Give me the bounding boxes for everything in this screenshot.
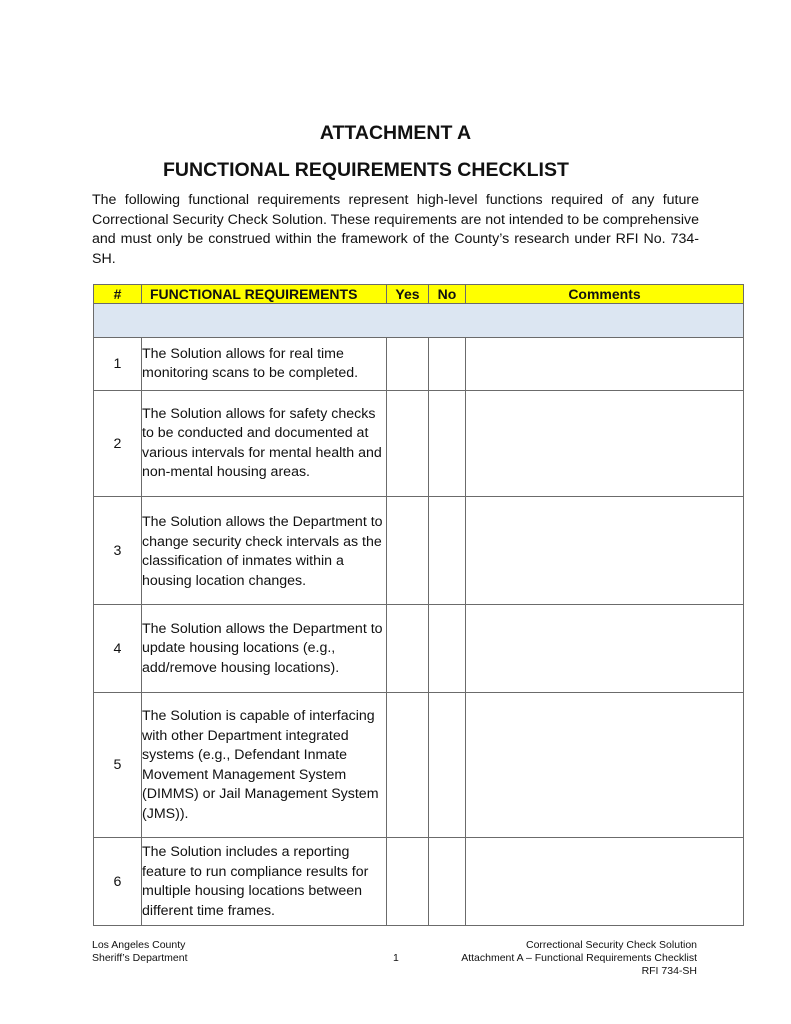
row-yes-cell[interactable] [387,838,429,926]
row-comments-cell[interactable] [466,693,744,838]
row-no-cell[interactable] [429,497,466,605]
row-requirement: The Solution is capable of interfacing with other Department integrated systems (e.g., Defendant Inmate Movement Management System (DIMMS) or Jail Management System (JMS)). [142,693,387,838]
table-header-row [94,285,744,304]
row-yes-cell[interactable] [387,391,429,497]
row-requirement: The Solution allows for real time monitoring scans to be completed. [142,338,387,391]
requirements-table [93,284,744,926]
row-yes-cell[interactable] [387,605,429,693]
row-requirement: The Solution includes a reporting feature to run compliance results for multiple housing locations between different time frames. [142,838,387,926]
row-no-cell[interactable] [429,338,466,391]
section-row [94,304,744,338]
footer-left [92,939,188,965]
checklist-title: FUNCTIONAL REQUIREMENTS CHECKLIST [163,159,569,181]
row-number: 4 [94,605,142,693]
row-requirement: The Solution allows for safety checks to be conducted and documented at various intervals for mental health and non-mental housing areas. [142,391,387,497]
header-number: # [94,285,142,304]
row-requirement: The Solution allows the Department to update housing locations (e.g., add/remove housing locations). [142,605,387,693]
row-comments-cell[interactable] [466,391,744,497]
row-no-cell[interactable] [429,391,466,497]
row-yes-cell[interactable] [387,693,429,838]
row-no-cell[interactable] [429,605,466,693]
row-comments-cell[interactable] [466,838,744,926]
footer-department: Sheriff’s Department [92,952,188,964]
footer-solution: Correctional Security Check Solution [526,939,697,951]
row-requirement: The Solution allows the Department to change security check intervals as the classification of inmates within a housing location changes. [142,497,387,605]
row-number: 1 [94,338,142,391]
table-row [94,497,744,605]
attachment-title: ATTACHMENT A [319,122,472,144]
row-no-cell[interactable] [429,838,466,926]
row-number: 5 [94,693,142,838]
row-number: 6 [94,838,142,926]
footer-rfi: RFI 734-SH [641,965,697,977]
row-number: 3 [94,497,142,605]
page-number: 1 [393,952,399,964]
row-yes-cell[interactable] [387,497,429,605]
table-row [94,605,744,693]
table-row [94,693,744,838]
footer-right [461,939,697,978]
section-cell [94,304,744,338]
header-yes: Yes [387,285,429,304]
intro-paragraph: The following functional requirements represent high-level functions required of any future Correctional Security Check Solution. These requirements are not intended to be comprehensive and must only be construed within the framework of the County’s research under RFI No. 734-SH. [92,192,699,267]
row-comments-cell[interactable] [466,497,744,605]
table-row [94,391,744,497]
table-row [94,838,744,926]
header-no: No [429,285,466,304]
header-comments: Comments [466,285,744,304]
row-comments-cell[interactable] [466,605,744,693]
table-row [94,338,744,391]
row-comments-cell[interactable] [466,338,744,391]
footer-county: Los Angeles County [92,939,186,951]
footer-attachment: Attachment A – Functional Requirements Checklist [461,952,697,964]
row-yes-cell[interactable] [387,338,429,391]
row-number: 2 [94,391,142,497]
row-no-cell[interactable] [429,693,466,838]
header-requirements: FUNCTIONAL REQUIREMENTS [142,285,387,304]
